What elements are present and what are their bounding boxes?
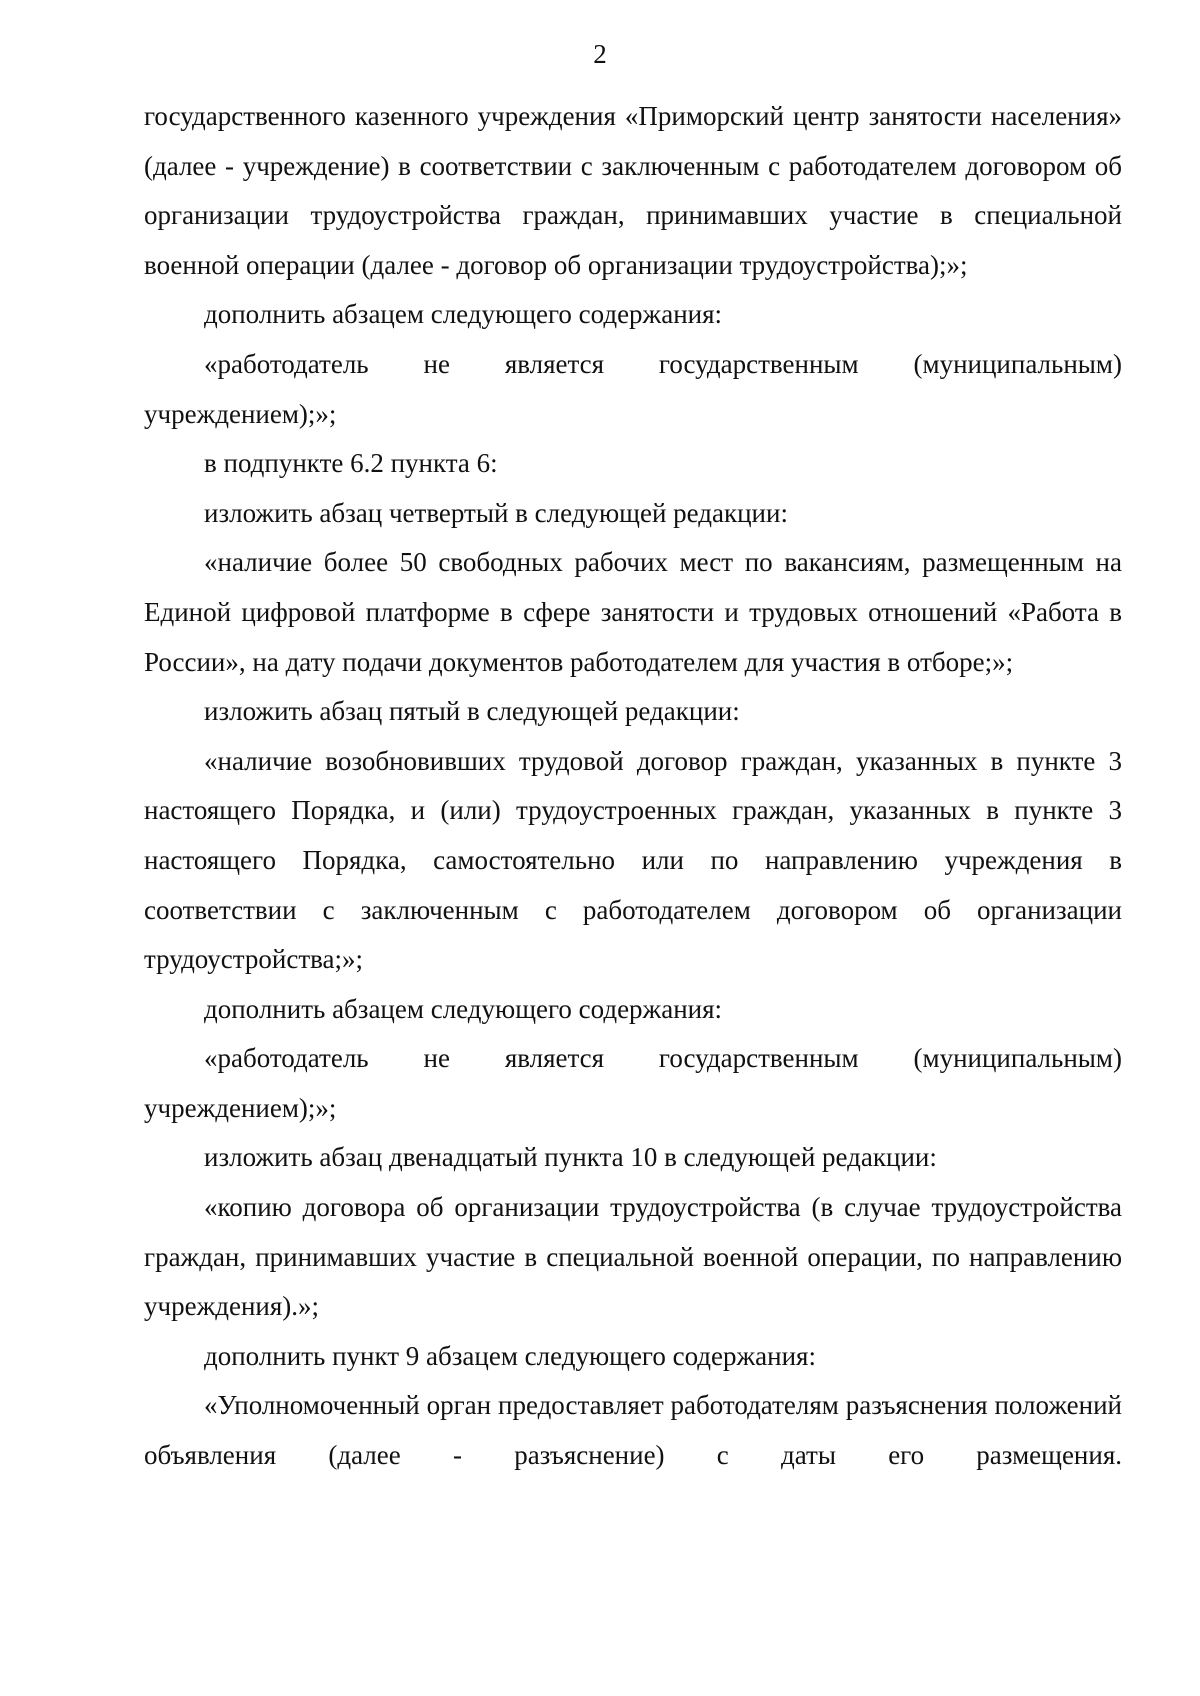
paragraph-1: государственного казенного учреждения «Приморский центр занятости населения» (далее - учреждение) в соответствии с заключенным с работодателем договором об организации трудоустройства граждан, принимавших участие в специальной военной операции (далее - договор об организации трудоустройства);»; (144, 101, 1122, 280)
paragraph-12: «копию договора об организации трудоустройства (в случае трудоустройства граждан, принимавших участие в специальной военной операции, по направлению учреждения).»; (144, 1192, 1122, 1322)
paragraph-8: «наличие возобновивших трудовой договор граждан, указанных в пункте 3 настоящего Порядка, и (или) трудоустроенных граждан, указанных в пункте 3 настоящего Порядка, самостоятельно или по направлению учреждения в соответствии с заключенным с работодателем договором об организации трудоустройства;»; (144, 745, 1122, 975)
paragraph-10: «работодатель не является государственным (муниципальным) учреждением);»; (144, 1043, 1122, 1123)
paragraph-3: «работодатель не является государственным (муниципальным) учреждением);»; (144, 348, 1122, 429)
paragraph-4: в подпункте 6.2 пункта 6: (204, 448, 498, 479)
paragraph-7: изложить абзац пятый в следующей редакции: (204, 696, 740, 727)
paragraph-6: «наличие более 50 свободных рабочих мест по вакансиям, размещенным на Единой цифровой платформе в сфере занятости и трудовых отношений «Работа в России», на дату подачи документов работодателем для участия в отборе;»; (144, 547, 1122, 677)
paragraph-5: изложить абзац четвертый в следующей редакции: (204, 497, 788, 528)
paragraph-9: дополнить абзацем следующего содержания: (204, 993, 723, 1024)
paragraph-13: дополнить пункт 9 абзацем следующего содержания: (204, 1340, 816, 1371)
paragraph-11: изложить абзац двенадцатый пункта 10 в следующей редакции: (204, 1142, 937, 1173)
document-body (144, 92, 1122, 1481)
page-number: 2 (593, 39, 607, 69)
paragraph-2: дополнить абзацем следующего содержания: (204, 299, 723, 330)
paragraph-14: «Уполномоченный орган предоставляет работодателям разъяснения положений объявления (далее - разъяснение) с даты его размещения. (144, 1390, 1122, 1471)
